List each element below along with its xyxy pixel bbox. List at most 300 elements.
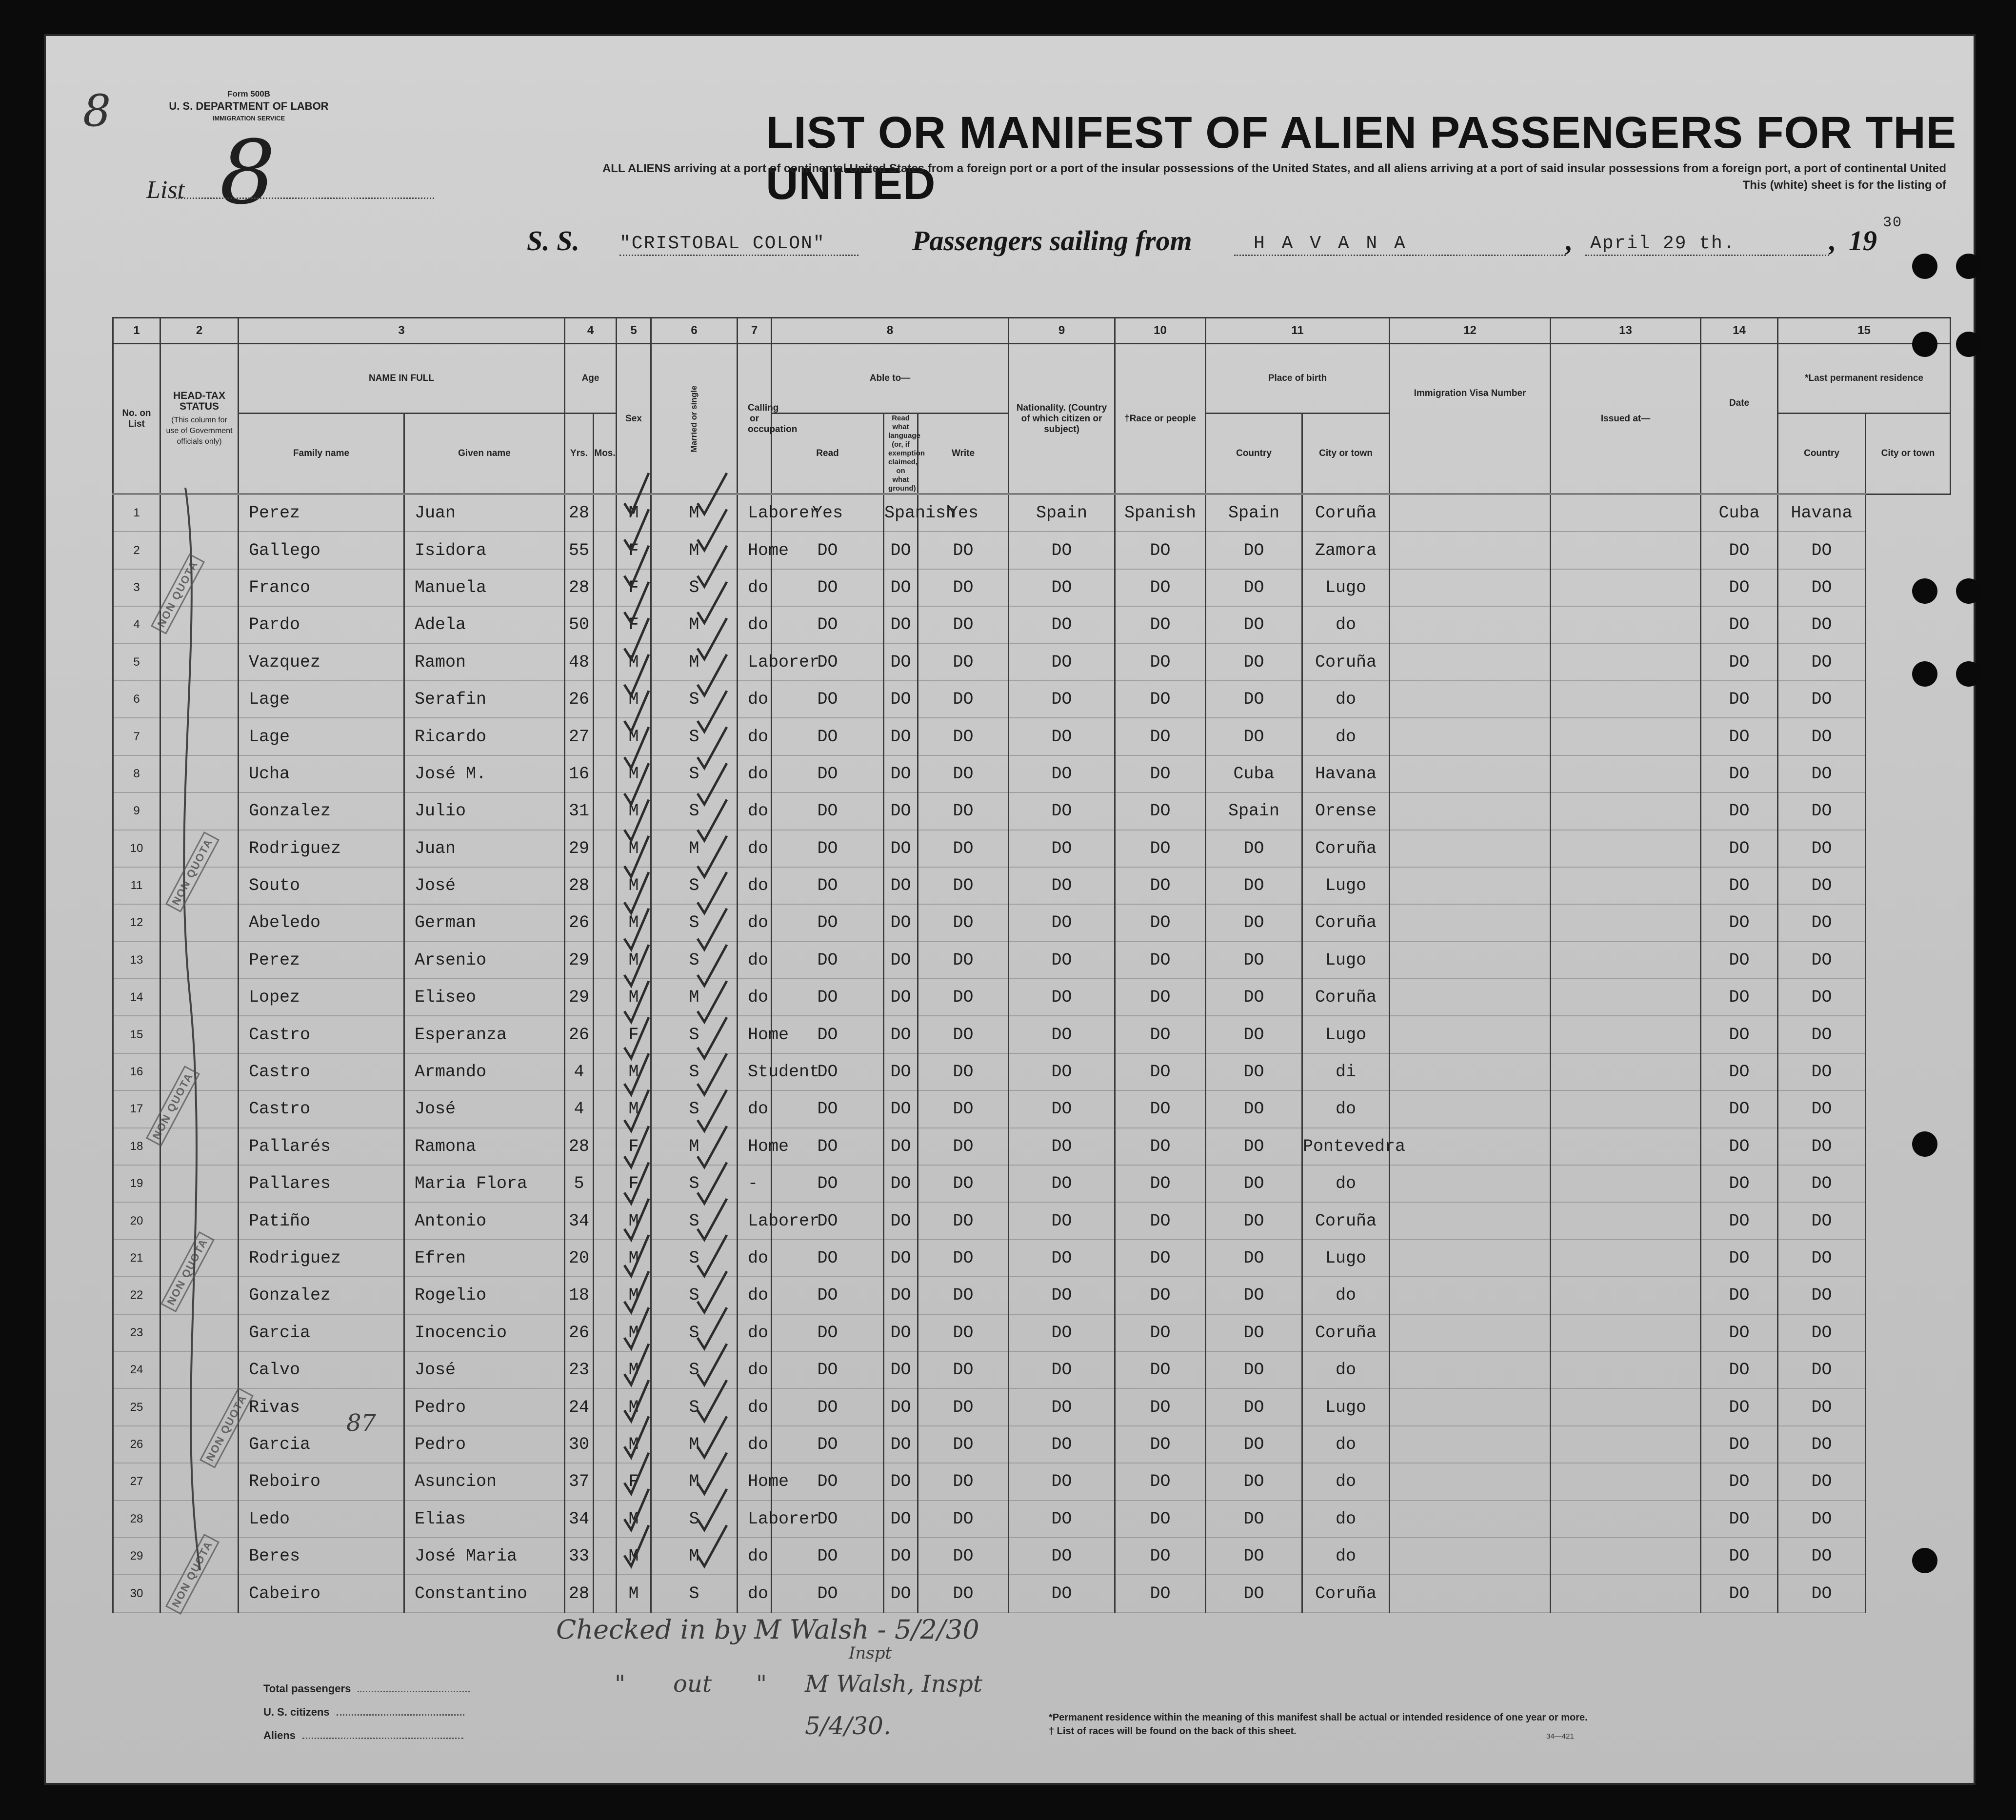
garcia-margin-note: 87 — [346, 1409, 377, 1437]
row-number-cell: 7 — [113, 718, 160, 755]
head-tax-cell-cell — [160, 1016, 239, 1053]
residence-country-cell: Cuba — [1701, 494, 1778, 532]
table-row — [113, 942, 1951, 979]
visa-date-cell — [1551, 1538, 1701, 1575]
occupation-cell: do — [738, 1575, 772, 1612]
table-row — [113, 1128, 1951, 1165]
age-years-cell: 26 — [565, 904, 594, 941]
residence-country-cell: DO — [1701, 867, 1778, 904]
age-years-cell: 50 — [565, 606, 594, 643]
birth-country-cell: DO — [1206, 1351, 1302, 1388]
visa-number-cell — [1390, 755, 1551, 792]
residence-city-cell: DO — [1778, 942, 1866, 979]
table-row — [113, 830, 1951, 867]
sailing-from-label: Passengers sailing from — [912, 225, 1192, 257]
visa-date-cell — [1551, 644, 1701, 681]
can-read-cell: DO — [772, 1463, 884, 1500]
marital-status-cell: S — [651, 1501, 738, 1538]
given-name-cell: Antonio — [404, 1202, 565, 1239]
residence-city-cell: DO — [1778, 1053, 1866, 1090]
birth-city-cell: do — [1302, 1090, 1390, 1128]
marital-status-cell: M — [651, 606, 738, 643]
non-quota-stamp-4: NON QUOTA — [160, 1231, 215, 1312]
age-header: Age — [565, 344, 617, 414]
family-name-cell: Vazquez — [239, 644, 404, 681]
family-name-cell: Pardo — [239, 606, 404, 643]
sex-cell: M — [617, 755, 651, 792]
age-years-cell: 4 — [565, 1053, 594, 1090]
family-name-cell: Ledo — [239, 1501, 404, 1538]
race-cell: DO — [1115, 1575, 1206, 1612]
can-read-cell: DO — [772, 1016, 884, 1053]
birth-city-cell: Orense — [1302, 792, 1390, 830]
can-read-cell: DO — [772, 1388, 884, 1425]
visa-number-cell — [1390, 1165, 1551, 1202]
occupation-cell: do — [738, 1314, 772, 1351]
birth-country-cell: Cuba — [1206, 755, 1302, 792]
row-number-cell: 2 — [113, 532, 160, 569]
row-number-cell: 30 — [113, 1575, 160, 1612]
marital-status-cell: S — [651, 681, 738, 718]
given-name-cell: Esperanza — [404, 1016, 565, 1053]
visa-date-cell — [1551, 718, 1701, 755]
table-row — [113, 1501, 1951, 1538]
age-months-cell — [594, 606, 617, 643]
total-passengers-label: Total passengers — [263, 1682, 351, 1695]
age-months-cell — [594, 1538, 617, 1575]
residence-city-cell: DO — [1778, 867, 1866, 904]
checked-out-ditto-2: " — [756, 1670, 767, 1698]
checked-in-note: Checked in by M Walsh - 5/2/30 — [556, 1614, 979, 1645]
family-name-cell: Rivas — [239, 1388, 404, 1425]
family-name-cell: Castro — [239, 1090, 404, 1128]
given-name-cell: Inocencio — [404, 1314, 565, 1351]
birth-country-header: Country — [1206, 414, 1302, 495]
race-cell: DO — [1115, 718, 1206, 755]
table-row — [113, 718, 1951, 755]
residence-city-cell: DO — [1778, 644, 1866, 681]
visa-number-cell — [1390, 532, 1551, 569]
can-read-cell: DO — [772, 1128, 884, 1165]
marital-status-cell: S — [651, 1351, 738, 1388]
sex-cell: M — [617, 718, 651, 755]
age-months-cell — [594, 532, 617, 569]
table-row — [113, 755, 1951, 792]
visa-date-cell — [1551, 1016, 1701, 1053]
marital-status-cell: M — [651, 532, 738, 569]
marital-status-cell: M — [651, 1538, 738, 1575]
table-row — [113, 1053, 1951, 1090]
comma-1: , — [1566, 225, 1573, 257]
occupation-cell: do — [738, 904, 772, 941]
can-write-cell: DO — [918, 1463, 1009, 1500]
residence-country-cell: DO — [1701, 644, 1778, 681]
occupation-cell: do — [738, 1426, 772, 1463]
visa-number-cell — [1390, 867, 1551, 904]
nationality-cell: DO — [1009, 1351, 1115, 1388]
marital-status-cell: S — [651, 1575, 738, 1612]
can-write-cell: DO — [918, 1202, 1009, 1239]
race-cell: DO — [1115, 532, 1206, 569]
read-language-cell: DO — [884, 606, 918, 643]
read-language-cell: DO — [884, 1016, 918, 1053]
birth-city-cell: do — [1302, 681, 1390, 718]
can-write-cell: DO — [918, 1128, 1009, 1165]
non-quota-stamp-6: NON QUOTA — [165, 1534, 220, 1615]
read-language-cell: DO — [884, 1388, 918, 1425]
non-quota-stamp-5: NON QUOTA — [200, 1387, 254, 1468]
row-number-cell: 18 — [113, 1128, 160, 1165]
occupation-cell: do — [738, 1277, 772, 1314]
non-quota-stamp-2: NON QUOTA — [165, 831, 220, 912]
given-name-cell: Pedro — [404, 1426, 565, 1463]
family-name-cell: Lage — [239, 718, 404, 755]
can-write-cell: DO — [918, 755, 1009, 792]
occupation-cell: do — [738, 830, 772, 867]
birth-country-cell: DO — [1206, 1314, 1302, 1351]
birth-city-cell: di — [1302, 1053, 1390, 1090]
punch-hole — [1956, 661, 1981, 687]
visa-date-cell — [1551, 1426, 1701, 1463]
can-write-cell: DO — [918, 606, 1009, 643]
visa-number-cell — [1390, 718, 1551, 755]
visa-number-cell — [1390, 1351, 1551, 1388]
age-months-cell — [594, 942, 617, 979]
nationality-cell: DO — [1009, 718, 1115, 755]
family-name-cell: Lopez — [239, 979, 404, 1016]
can-write-cell: DO — [918, 569, 1009, 606]
occupation-cell: do — [738, 569, 772, 606]
row-number-cell: 1 — [113, 494, 160, 532]
race-cell: Spanish — [1115, 494, 1206, 532]
can-read-cell: DO — [772, 718, 884, 755]
can-read-cell: DO — [772, 644, 884, 681]
table-row — [113, 1575, 1951, 1612]
birth-city-cell: Lugo — [1302, 1016, 1390, 1053]
marital-status-cell: S — [651, 718, 738, 755]
birth-country-cell: Spain — [1206, 792, 1302, 830]
non-quota-stamp-3: NON QUOTA — [146, 1066, 200, 1147]
able-to-header: Able to— — [772, 344, 1009, 414]
row-number-cell: 6 — [113, 681, 160, 718]
birth-city-cell: Coruña — [1302, 494, 1390, 532]
family-name-cell: Rodriguez — [239, 1240, 404, 1277]
age-months-cell — [594, 681, 617, 718]
colnum-7: 7 — [738, 318, 772, 344]
given-name-cell: Pedro — [404, 1388, 565, 1425]
family-name-cell: Garcia — [239, 1314, 404, 1351]
visa-date-cell — [1551, 904, 1701, 941]
footer-note-2: † List of races will be found on the back of this sheet. — [1049, 1726, 1297, 1737]
last-residence-header: *Last permanent residence — [1778, 344, 1951, 414]
birth-city-cell: Lugo — [1302, 942, 1390, 979]
visa-number-cell — [1390, 904, 1551, 941]
visa-number-cell — [1390, 1426, 1551, 1463]
colnum-4: 4 — [565, 318, 617, 344]
age-months-cell — [594, 830, 617, 867]
birth-country-cell: DO — [1206, 942, 1302, 979]
marital-status-cell: M — [651, 979, 738, 1016]
birth-city-cell: do — [1302, 1277, 1390, 1314]
given-name-cell: Serafin — [404, 681, 565, 718]
occupation-cell: Laborer — [738, 1501, 772, 1538]
race-cell: DO — [1115, 904, 1206, 941]
yrs-header: Yrs. — [565, 414, 594, 495]
residence-city-cell: DO — [1778, 1538, 1866, 1575]
visa-number-cell — [1390, 830, 1551, 867]
age-years-cell: 30 — [565, 1426, 594, 1463]
column-number-row — [113, 318, 1951, 344]
read-language-cell: DO — [884, 1053, 918, 1090]
sex-cell: F — [617, 1165, 651, 1202]
age-months-cell — [594, 1016, 617, 1053]
marital-status-cell: S — [651, 942, 738, 979]
family-name-header: Family name — [239, 414, 404, 495]
corner-handwritten-mark: 8 — [83, 85, 111, 137]
punch-hole — [1912, 1548, 1937, 1573]
race-cell: DO — [1115, 1501, 1206, 1538]
residence-country-cell: DO — [1701, 1463, 1778, 1500]
colnum-12: 12 — [1390, 318, 1551, 344]
head-tax-cell-cell — [160, 942, 239, 979]
occupation-cell: do — [738, 1351, 772, 1388]
can-read-cell: DO — [772, 1240, 884, 1277]
occupation-cell: do — [738, 681, 772, 718]
age-months-cell — [594, 792, 617, 830]
nationality-cell: DO — [1009, 755, 1115, 792]
birth-city-cell: Lugo — [1302, 569, 1390, 606]
age-years-cell: 33 — [565, 1538, 594, 1575]
birth-country-cell: DO — [1206, 830, 1302, 867]
birth-country-cell: DO — [1206, 1165, 1302, 1202]
read-language-header: Read what language (or, if exemption claimed, on what ground) — [884, 414, 918, 495]
residence-country-cell: DO — [1701, 755, 1778, 792]
visa-date-cell — [1551, 792, 1701, 830]
marital-status-cell: S — [651, 1053, 738, 1090]
can-read-cell: DO — [772, 979, 884, 1016]
total-passengers-row — [263, 1682, 470, 1706]
issued-at-header: Issued at— — [1551, 344, 1701, 495]
checked-out-word: out — [673, 1670, 712, 1698]
family-name-cell: Castro — [239, 1016, 404, 1053]
age-years-cell: 28 — [565, 1575, 594, 1612]
family-name-cell: Castro — [239, 1053, 404, 1090]
punch-hole — [1912, 332, 1937, 357]
colnum-15: 15 — [1778, 318, 1951, 344]
row-number-cell: 23 — [113, 1314, 160, 1351]
sex-cell: M — [617, 681, 651, 718]
age-years-cell: 26 — [565, 1314, 594, 1351]
race-cell: DO — [1115, 1240, 1206, 1277]
can-write-cell: DO — [918, 1090, 1009, 1128]
married-header — [651, 344, 738, 495]
nationality-cell: DO — [1009, 942, 1115, 979]
sex-cell: M — [617, 792, 651, 830]
visa-date-cell — [1551, 1053, 1701, 1090]
nationality-header: Nationality. (Country of which citizen or subject) — [1009, 344, 1115, 495]
residence-city-cell: DO — [1778, 792, 1866, 830]
birth-country-cell: DO — [1206, 569, 1302, 606]
table-row — [113, 569, 1951, 606]
read-language-cell: DO — [884, 942, 918, 979]
residence-country-cell: DO — [1701, 681, 1778, 718]
occupation-cell: do — [738, 867, 772, 904]
given-name-cell: Manuela — [404, 569, 565, 606]
age-months-cell — [594, 1277, 617, 1314]
given-name-cell: Juan — [404, 494, 565, 532]
can-write-cell: DO — [918, 718, 1009, 755]
occupation-cell: Laborer — [738, 1202, 772, 1239]
age-years-cell: 29 — [565, 830, 594, 867]
race-cell: DO — [1115, 942, 1206, 979]
colnum-5: 5 — [617, 318, 651, 344]
nationality-cell: DO — [1009, 830, 1115, 867]
residence-city-cell: DO — [1778, 1426, 1866, 1463]
race-header: †Race or people — [1115, 344, 1206, 495]
residence-city-cell: DO — [1778, 532, 1866, 569]
table-row — [113, 644, 1951, 681]
row-number-cell: 29 — [113, 1538, 160, 1575]
given-name-cell: Ricardo — [404, 718, 565, 755]
head-tax-title: HEAD-TAX STATUS — [173, 390, 225, 412]
can-read-cell: DO — [772, 792, 884, 830]
can-read-cell: Yes — [772, 494, 884, 532]
birth-country-cell: DO — [1206, 718, 1302, 755]
race-cell: DO — [1115, 1351, 1206, 1388]
family-name-cell: Gonzalez — [239, 792, 404, 830]
can-write-cell: DO — [918, 1575, 1009, 1612]
visa-date-cell — [1551, 569, 1701, 606]
given-name-header: Given name — [404, 414, 565, 495]
read-language-cell: DO — [884, 904, 918, 941]
race-cell: DO — [1115, 979, 1206, 1016]
family-name-cell: Perez — [239, 494, 404, 532]
table-row — [113, 867, 1951, 904]
residence-country-cell: DO — [1701, 1538, 1778, 1575]
table-row — [113, 532, 1951, 569]
birth-country-cell: DO — [1206, 1501, 1302, 1538]
occupation-cell: do — [738, 1240, 772, 1277]
year-prefix: 19 — [1849, 225, 1877, 257]
form-line-1: Form 500B — [227, 89, 270, 99]
can-read-cell: DO — [772, 569, 884, 606]
row-number-cell: 25 — [113, 1388, 160, 1425]
read-language-cell: DO — [884, 1090, 918, 1128]
head-tax-cell-cell — [160, 755, 239, 792]
family-name-cell: Souto — [239, 867, 404, 904]
ss-label: S. S. — [527, 225, 580, 257]
age-years-cell: 27 — [565, 718, 594, 755]
given-name-cell: José M. — [404, 755, 565, 792]
read-language-cell: DO — [884, 644, 918, 681]
age-months-cell — [594, 1202, 617, 1239]
visa-date-cell — [1551, 1314, 1701, 1351]
birth-city-cell: do — [1302, 1463, 1390, 1500]
race-cell: DO — [1115, 1538, 1206, 1575]
marital-status-cell: S — [651, 1240, 738, 1277]
punch-hole — [1912, 254, 1937, 279]
age-years-cell: 26 — [565, 1016, 594, 1053]
us-citizens-line — [337, 1714, 464, 1716]
age-years-cell: 4 — [565, 1090, 594, 1128]
given-name-cell: Eliseo — [404, 979, 565, 1016]
family-name-cell: Ucha — [239, 755, 404, 792]
residence-country-cell: DO — [1701, 718, 1778, 755]
sex-cell: M — [617, 494, 651, 532]
sex-cell: M — [617, 1426, 651, 1463]
given-name-cell: José — [404, 1090, 565, 1128]
age-months-cell — [594, 644, 617, 681]
visa-number-cell — [1390, 1277, 1551, 1314]
residence-city-cell: DO — [1778, 1351, 1866, 1388]
nationality-cell: DO — [1009, 644, 1115, 681]
visa-date-cell — [1551, 979, 1701, 1016]
race-cell: DO — [1115, 1426, 1206, 1463]
residence-city-cell: DO — [1778, 1501, 1866, 1538]
given-name-cell: Julio — [404, 792, 565, 830]
married-label: Married or single — [689, 385, 699, 452]
age-months-cell — [594, 1388, 617, 1425]
birth-country-cell: DO — [1206, 1053, 1302, 1090]
nationality-cell: DO — [1009, 1016, 1115, 1053]
colnum-13: 13 — [1551, 318, 1701, 344]
occupation-cell: do — [738, 1388, 772, 1425]
age-months-cell — [594, 755, 617, 792]
race-cell: DO — [1115, 1016, 1206, 1053]
row-number-cell: 26 — [113, 1426, 160, 1463]
family-name-cell: Perez — [239, 942, 404, 979]
mos-header: Mos. — [594, 414, 617, 495]
marital-status-cell: S — [651, 1165, 738, 1202]
age-years-cell: 5 — [565, 1165, 594, 1202]
visa-date-cell — [1551, 1165, 1701, 1202]
occupation-cell: Home — [738, 1128, 772, 1165]
visa-number-cell — [1390, 1053, 1551, 1090]
age-months-cell — [594, 1128, 617, 1165]
nationality-cell: Spain — [1009, 494, 1115, 532]
aliens-line — [302, 1738, 463, 1739]
read-language-cell: DO — [884, 681, 918, 718]
visa-number-cell — [1390, 494, 1551, 532]
given-name-cell: Ramon — [404, 644, 565, 681]
punch-hole — [1956, 254, 1981, 279]
residence-city-cell: DO — [1778, 606, 1866, 643]
read-language-cell: DO — [884, 569, 918, 606]
visa-date-cell — [1551, 867, 1701, 904]
race-cell: DO — [1115, 1388, 1206, 1425]
family-name-cell: Patiño — [239, 1202, 404, 1239]
given-name-cell: Elias — [404, 1501, 565, 1538]
can-write-cell: DO — [918, 1501, 1009, 1538]
can-write-cell: DO — [918, 1277, 1009, 1314]
race-cell: DO — [1115, 755, 1206, 792]
can-write-cell: DO — [918, 681, 1009, 718]
birth-city-cell: Coruña — [1302, 1575, 1390, 1612]
can-write-cell: DO — [918, 1314, 1009, 1351]
can-write-cell: Yes — [918, 494, 1009, 532]
age-years-cell: 24 — [565, 1388, 594, 1425]
age-months-cell — [594, 1351, 617, 1388]
age-months-cell — [594, 1575, 617, 1612]
sex-cell: M — [617, 1575, 651, 1612]
occupation-cell: Home — [738, 532, 772, 569]
given-name-cell: José — [404, 867, 565, 904]
res-country-header: Country — [1778, 414, 1866, 495]
age-years-cell: 18 — [565, 1277, 594, 1314]
visa-number-cell — [1390, 1463, 1551, 1500]
family-name-cell: Garcia — [239, 1426, 404, 1463]
read-language-cell: DO — [884, 1501, 918, 1538]
